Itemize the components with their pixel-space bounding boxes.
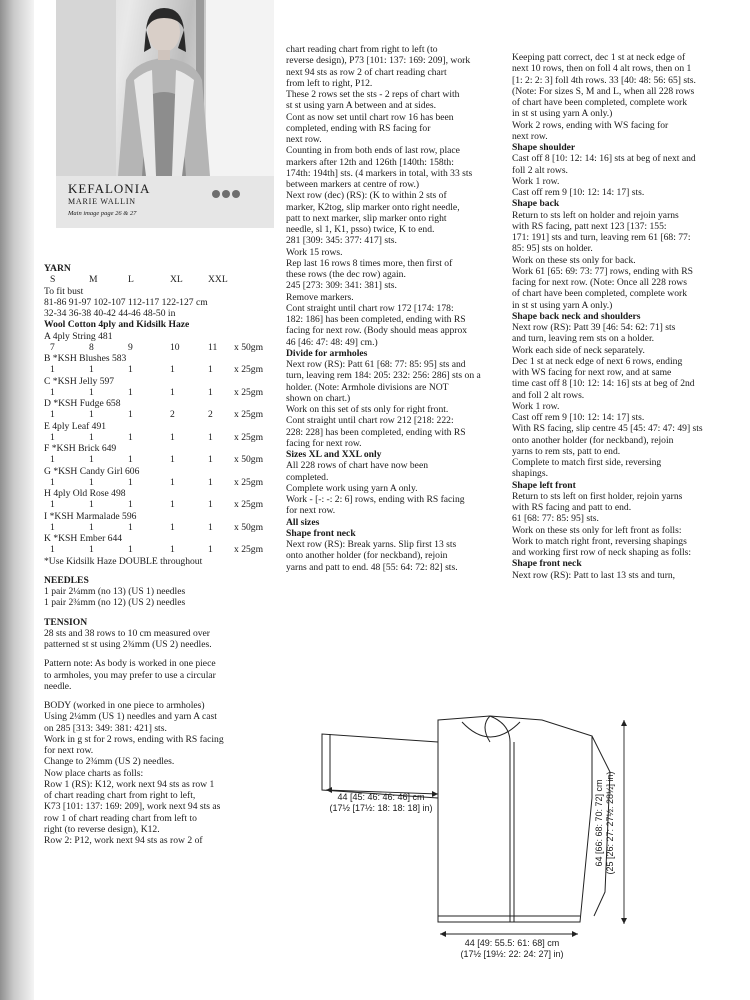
instruction-line: 171: 191] sts and turn, leaving rem 61 [68: 77: — [512, 232, 691, 243]
section-heading: Divide for armholes — [286, 347, 368, 359]
section-heading: All sizes — [286, 516, 320, 528]
instruction-line: these rows (the dec row) again. — [286, 269, 406, 280]
size-label: M — [89, 274, 98, 286]
yarn-qty: 1 — [170, 521, 175, 533]
instruction-line: BODY (worked in one piece to armholes) — [44, 700, 205, 711]
yarn-qty: 1 — [170, 386, 175, 398]
yarn-qty: 1 — [89, 521, 94, 533]
model-photo — [56, 0, 274, 176]
instruction-line: Row 2: P12, work next 94 sts as row 2 of — [44, 835, 203, 846]
yarn-unit: x 25gm — [234, 364, 264, 376]
yarn-quantities — [44, 409, 276, 420]
instruction-line: next 94 sts as row 2 of chart reading chart — [286, 66, 447, 78]
yarn-qty: 1 — [128, 454, 133, 466]
instruction-line: Next row (RS): Patt 61 [68: 77: 85: 95] sts and — [286, 359, 466, 370]
yarn-qty: 2 — [208, 409, 213, 421]
instruction-line: Work each side of neck separately. — [512, 344, 645, 356]
yarn-qty: 1 — [89, 499, 94, 511]
yarn-unit: x 25gm — [234, 409, 264, 421]
instruction-line: Work - [-: -: 2: 6] rows, ending with RS facing — [286, 494, 465, 505]
pattern-title: KEFALONIA — [68, 181, 151, 196]
instruction-line: with RS facing, patt next 123 [137: 155: — [512, 220, 667, 232]
section-heading: NEEDLES — [44, 574, 89, 586]
instruction-line: Return to sts left on holder and rejoin yarns — [512, 209, 679, 221]
instruction-line: Work 61 [65: 69: 73: 77] rows, ending with RS — [512, 265, 693, 277]
instruction-line: next 10 rows, then on foll 4 alt rows, then on 1 — [512, 63, 692, 75]
yarn-qty: 1 — [89, 409, 94, 421]
instruction-line: of chart have been completed, complete work — [512, 97, 688, 108]
yarn-qty: 1 — [170, 431, 175, 443]
yarn-quantities — [44, 364, 276, 375]
instruction-line: to armholes, you may prefer to use a circular — [44, 669, 216, 681]
instruction-line: Pattern note: As body is worked in one piece — [44, 658, 216, 670]
instruction-line: With RS facing, slip centre 45 [45: 47: 47: 49] sts — [512, 423, 703, 435]
yarn-name: D *KSH Fudge 658 — [44, 398, 121, 409]
garment-schematic — [310, 712, 640, 982]
size-label: XXL — [208, 274, 228, 286]
instruction-line: Next row (RS): Patt to last 13 sts and turn, — [512, 569, 676, 581]
instruction-line: Work on these sts only for back. — [512, 254, 636, 266]
instruction-line: facing for next row. — [286, 437, 362, 449]
instruction-line: with WS facing for next row, and at same — [512, 367, 672, 378]
yarn-quantities — [44, 454, 276, 465]
yarn-name: A 4ply String 481 — [44, 330, 113, 342]
instruction-line: onto another holder (for neckband), rejoin — [512, 434, 674, 446]
section-heading: TENSION — [44, 616, 88, 628]
section-heading: Shape left front — [512, 479, 576, 491]
instruction-line: st st using yarn A between and at sides. — [286, 100, 437, 112]
instruction-line: Return to sts left on first holder, rejoin yarns — [512, 490, 683, 502]
section-heading: Shape back — [512, 198, 560, 210]
instruction-line: with RS facing and patt to end. — [512, 502, 632, 513]
instruction-line: facing for next row. (Note: Once all 228 rows — [512, 277, 687, 288]
yarn-qty: 1 — [208, 364, 213, 376]
instruction-line: Next row (dec) (RS): (K to within 2 sts of — [286, 190, 447, 202]
yarn-qty: 1 — [208, 454, 213, 466]
instruction-line: Dec 1 st at neck edge of next 6 rows, ending — [512, 355, 683, 367]
yarn-qty: 1 — [50, 476, 55, 488]
instruction-line: Cont straight until chart row 212 [218: 222: — [286, 415, 454, 427]
yarn-qty: 1 — [89, 364, 94, 376]
instruction-line: shapings. — [512, 468, 548, 480]
yarn-qty: 1 — [128, 431, 133, 443]
section-heading: Shape shoulder — [512, 142, 576, 153]
instruction-line: 85: 95] sts on holder. — [512, 243, 593, 255]
instruction-line: of chart reading chart from right to left, — [44, 790, 196, 801]
instruction-line: Work on these sts only for left front as folls: — [512, 524, 682, 536]
size-label: S — [50, 274, 56, 286]
instruction-line: shown on chart.) — [286, 392, 351, 404]
instruction-line: chart reading chart from right to left (to — [286, 44, 438, 55]
instruction-line: *Use Kidsilk Haze DOUBLE throughout — [44, 555, 203, 567]
yarn-qty: 1 — [89, 386, 94, 398]
instruction-line: yarns to rem sts, patt to end. — [512, 445, 621, 457]
yarn-qty: 1 — [208, 431, 213, 443]
yarn-name: E 4ply Leaf 491 — [44, 420, 107, 432]
instruction-line: Work 15 rows. — [286, 246, 343, 258]
yarn-name: I *KSH Marmalade 596 — [44, 510, 137, 522]
yarn-qty: 1 — [50, 364, 55, 376]
length-measurement: 64 [66: 68: 70: 72] cm (25 [26: 27: 27½: 28½] in) — [594, 771, 615, 875]
yarn-unit: x 50gm — [234, 521, 264, 533]
yarn-qty: 1 — [89, 431, 94, 443]
pattern-caption — [56, 176, 274, 228]
instruction-line: 1 pair 2¼mm (no 13) (US 1) needles — [44, 586, 186, 597]
book-spine-shadow — [0, 0, 34, 1000]
yarn-qty: 7 — [50, 341, 55, 353]
spacer — [44, 650, 276, 658]
instruction-line: from left to right, P12. — [286, 77, 373, 89]
size-labels-row — [44, 274, 276, 285]
yarn-qty: 1 — [50, 521, 55, 533]
pattern-column-middle — [286, 44, 504, 573]
instruction-line: turn, leaving rem 184: 205: 232: 256: 286] sts on a — [286, 370, 481, 382]
yarn-unit: x 25gm — [234, 476, 264, 488]
instruction-line: Work 2 rows, ending with WS facing for — [512, 119, 669, 131]
instruction-line: These 2 rows set the sts - 2 reps of chart with — [286, 89, 460, 100]
yarn-quantities — [44, 522, 276, 533]
yarn-unit: x 25gm — [234, 431, 264, 443]
instruction-line: Complete to match first side, reversing — [512, 457, 662, 468]
instruction-line: Work to match right front, reversing shapings — [512, 535, 687, 547]
instruction-line: holder. (Note: Armhole divisions are NOT — [286, 381, 449, 393]
instruction-line: markers after 12th and 126th [140th: 158th: — [286, 156, 454, 168]
bust-in: 32-34 36-38 40-42 44-46 48-50 in — [44, 308, 176, 319]
left-column-text — [44, 556, 276, 847]
instruction-line: Rep last 16 rows 8 times more, then first of — [286, 257, 453, 269]
yarn-qty: 1 — [208, 521, 213, 533]
instruction-line: time cast off 8 [10: 12: 14: 16] sts at beg of 2nd — [512, 378, 695, 390]
instruction-line: Next row (RS): Patt 39 [46: 54: 62: 71] sts — [512, 322, 676, 333]
difficulty-dots — [210, 185, 240, 203]
yarn-qty: 10 — [170, 341, 180, 353]
section-heading: Sizes XL and XXL only — [286, 449, 382, 460]
instruction-line: onto another holder (for neckband), rejoin — [286, 550, 448, 562]
yarn-quantities — [44, 432, 276, 443]
spacer — [44, 567, 276, 575]
difficulty-dot-icon — [222, 190, 230, 198]
instruction-line: completed. — [286, 471, 329, 483]
yarn-qty: 1 — [50, 386, 55, 398]
yarn-unit: x 25gm — [234, 499, 264, 511]
difficulty-dot-icon — [212, 190, 220, 198]
instruction-line: 1 pair 2¾mm (no 12) (US 2) needles — [44, 597, 186, 609]
instruction-line: yarns and patt to end. 48 [55: 64: 72: 82] sts. — [286, 561, 458, 573]
yarn-qty: 1 — [50, 409, 55, 421]
spacer — [44, 609, 276, 617]
bust-cm: 81-86 91-97 102-107 112-117 122-127 cm — [44, 296, 208, 308]
instruction-line: Complete work using yarn A only. — [286, 482, 418, 494]
instruction-line: Cont straight until chart row 172 [174: 178: — [286, 302, 454, 314]
instruction-line: Using 2¼mm (US 1) needles and yarn A cast — [44, 711, 217, 723]
instruction-line: patt to next marker, slip marker onto right — [286, 212, 447, 224]
yarn-qty: 1 — [170, 476, 175, 488]
instruction-line: Cast off rem 9 [10: 12: 14: 17] sts. — [512, 412, 645, 423]
instruction-line: in st st using yarn A only.) — [512, 108, 613, 120]
instruction-line: completed, ending with RS facing for — [286, 122, 431, 134]
instruction-line: 228: 228] has been completed, ending with RS — [286, 426, 466, 438]
instruction-line: 174th: 194th] sts. (4 markers in total, with 33 sts — [286, 167, 473, 179]
instruction-line: for next row. — [44, 745, 94, 756]
fit-label: To fit bust — [44, 285, 84, 297]
instruction-line: 245 [273: 309: 341: 381] sts. — [286, 280, 397, 292]
yarn-unit: x 25gm — [234, 386, 264, 398]
instruction-line: Work 1 row. — [512, 175, 560, 187]
size-label: XL — [170, 274, 183, 286]
yarn-qty: 1 — [89, 454, 94, 466]
instruction-line: next row. — [286, 134, 322, 145]
yarn-qty: 1 — [170, 454, 175, 466]
instruction-line: Cast off 8 [10: 12: 14: 16] sts at beg of next and — [512, 153, 696, 165]
size-label: L — [128, 274, 134, 286]
yarn-qty: 1 — [128, 499, 133, 511]
yarn-name: C *KSH Jelly 597 — [44, 375, 115, 387]
yarn-qty: 1 — [170, 499, 175, 511]
instruction-line: reverse design), P73 [101: 137: 169: 209], work — [286, 55, 471, 67]
instruction-line: Next row (RS): Break yarns. Slip first 13 sts — [286, 539, 457, 550]
yarn-quantities — [44, 387, 276, 398]
yarn-qty: 1 — [128, 476, 133, 488]
yarn-qty: 1 — [128, 544, 133, 556]
width-measurement: 44 [49: 55.5: 61: 68] cm (17½ [19½: 22: 24: 27] in) — [460, 938, 564, 959]
instruction-line: Work on this set of sts only for right front. — [286, 404, 449, 415]
instruction-line: right (to reverse design), K12. — [44, 823, 160, 835]
yarn-qty: 1 — [208, 499, 213, 511]
yarn-qty: 1 — [208, 386, 213, 398]
yarn-name: B *KSH Blushes 583 — [44, 353, 127, 364]
instruction-line: facing for next row. (Body should meas approx — [286, 325, 468, 337]
yarn-qty: 1 — [50, 544, 55, 556]
instruction-line: in st st using yarn A only.) — [512, 299, 613, 311]
instruction-line: [1: 2: 2: 3] foll 4th rows. 33 [40: 48: 56: 65] sts. — [512, 74, 696, 86]
yarn-name: K *KSH Ember 644 — [44, 533, 123, 544]
instruction-line: foll 2 alt rows. — [512, 164, 568, 176]
instruction-line: Row 1 (RS): K12, work next 94 sts as row 1 — [44, 778, 215, 790]
instruction-line: Change to 2¾mm (US 2) needles. — [44, 756, 175, 768]
yarn-quantities — [44, 477, 276, 488]
yarn-qty: 9 — [128, 341, 133, 353]
yarn-name: F *KSH Brick 649 — [44, 443, 117, 454]
yarn-unit: x 50gm — [234, 341, 264, 353]
instruction-line: and working first row of neck shaping as folls: — [512, 547, 692, 558]
model-illustration — [56, 0, 274, 176]
yarn-qty: 1 — [170, 364, 175, 376]
yarn-qty: 1 — [208, 476, 213, 488]
section-heading: Shape back neck and shoulders — [512, 310, 641, 322]
yarn-quantities — [44, 544, 276, 555]
pattern-column-right — [512, 52, 742, 581]
spacer — [44, 692, 276, 700]
yarn-qty: 1 — [128, 364, 133, 376]
yarn-qty: 1 — [89, 476, 94, 488]
instruction-line: 28 sts and 38 rows to 10 cm measured over — [44, 627, 210, 639]
instruction-line: row 1 of chart reading chart from left to — [44, 812, 197, 824]
instruction-line: between markers at centre of row.) — [286, 179, 420, 190]
instruction-line: next row. — [512, 130, 548, 142]
yarn-quantities — [44, 342, 276, 353]
yarn-heading: YARN — [44, 263, 71, 274]
instruction-line: Cont as now set until chart row 16 has been — [286, 111, 454, 123]
instruction-line: needle, sl 1, K1, psso) twice, K to end. — [286, 224, 435, 235]
yarn-type: Wool Cotton 4ply and Kidsilk Haze — [44, 319, 190, 331]
instruction-line: of chart have been completed, complete work — [512, 288, 688, 300]
yarn-qty: 2 — [170, 409, 175, 421]
instruction-line: for next row. — [286, 505, 336, 517]
instruction-line: 61 [68: 77: 85: 95] sts. — [512, 513, 599, 525]
section-heading: Shape front neck — [512, 558, 582, 570]
yarn-name: H 4ply Old Rose 498 — [44, 488, 126, 499]
yarn-name: G *KSH Candy Girl 606 — [44, 465, 140, 477]
instruction-line: 281 [309: 345: 377: 417] sts. — [286, 235, 397, 247]
yarn-qty: 1 — [50, 431, 55, 443]
yarn-quantities — [44, 499, 276, 510]
yarn-qty: 1 — [170, 544, 175, 556]
instruction-line: K73 [101: 137: 169: 209], work next 94 sts as — [44, 801, 221, 813]
instruction-line: needle. — [44, 680, 72, 692]
instruction-line: 182: 186] has been completed, ending with RS — [286, 314, 466, 325]
designer-name: MARIE WALLIN — [68, 197, 136, 206]
yarn-qty: 1 — [50, 499, 55, 511]
difficulty-dot-icon — [232, 190, 240, 198]
section-heading: Shape front neck — [286, 527, 356, 539]
instruction-line: Now place charts as folls: — [44, 767, 144, 779]
instruction-line: Cast off rem 9 [10: 12: 14: 17] sts. — [512, 187, 645, 198]
instruction-line: (Note: For sizes S, M and L, when all 228 rows — [512, 85, 695, 97]
yarn-qty: 1 — [128, 409, 133, 421]
yarn-qty: 1 — [128, 521, 133, 533]
instruction-line: marker, K2tog, slip marker onto right needle, — [286, 201, 460, 213]
yarn-unit: x 50gm — [234, 454, 264, 466]
instruction-line: 46 [46: 47: 48: 49] cm.) — [286, 336, 378, 348]
instruction-line: Counting in from both ends of last row, place — [286, 145, 460, 157]
instruction-line: Keeping patt correct, dec 1 st at neck edge of — [512, 52, 686, 63]
instruction-line: and turn, leaving rem sts on a holder. — [512, 333, 655, 345]
instruction-line: Remove markers. — [286, 291, 354, 303]
instruction-line: Work 1 row. — [512, 400, 560, 412]
yarn-qty: 1 — [89, 544, 94, 556]
instruction-line: on 285 [313: 349: 381: 421] sts. — [44, 722, 167, 734]
yarn-qty: 8 — [89, 341, 94, 353]
instruction-line: and foll 2 alt rows. — [512, 389, 585, 401]
instruction-line: Work in g st for 2 rows, ending with RS facing — [44, 733, 224, 745]
yarn-qty: 1 — [128, 386, 133, 398]
sleeve-measurement: 44 [45: 46: 46: 46] cm (17½ [17½: 18: 18: 18] in) — [329, 792, 433, 813]
yarn-qty: 1 — [208, 544, 213, 556]
instruction-line: patterned st st using 2¾mm (US 2) needles. — [44, 639, 212, 650]
image-page-ref: Main image page 26 & 27 — [68, 210, 137, 217]
yarn-list — [44, 331, 276, 556]
yarn-unit: x 25gm — [234, 544, 264, 556]
instruction-line: All 228 rows of chart have now been — [286, 460, 428, 472]
yarn-qty: 1 — [50, 454, 55, 466]
yarn-qty: 11 — [208, 341, 218, 353]
pattern-column-left — [44, 263, 276, 846]
